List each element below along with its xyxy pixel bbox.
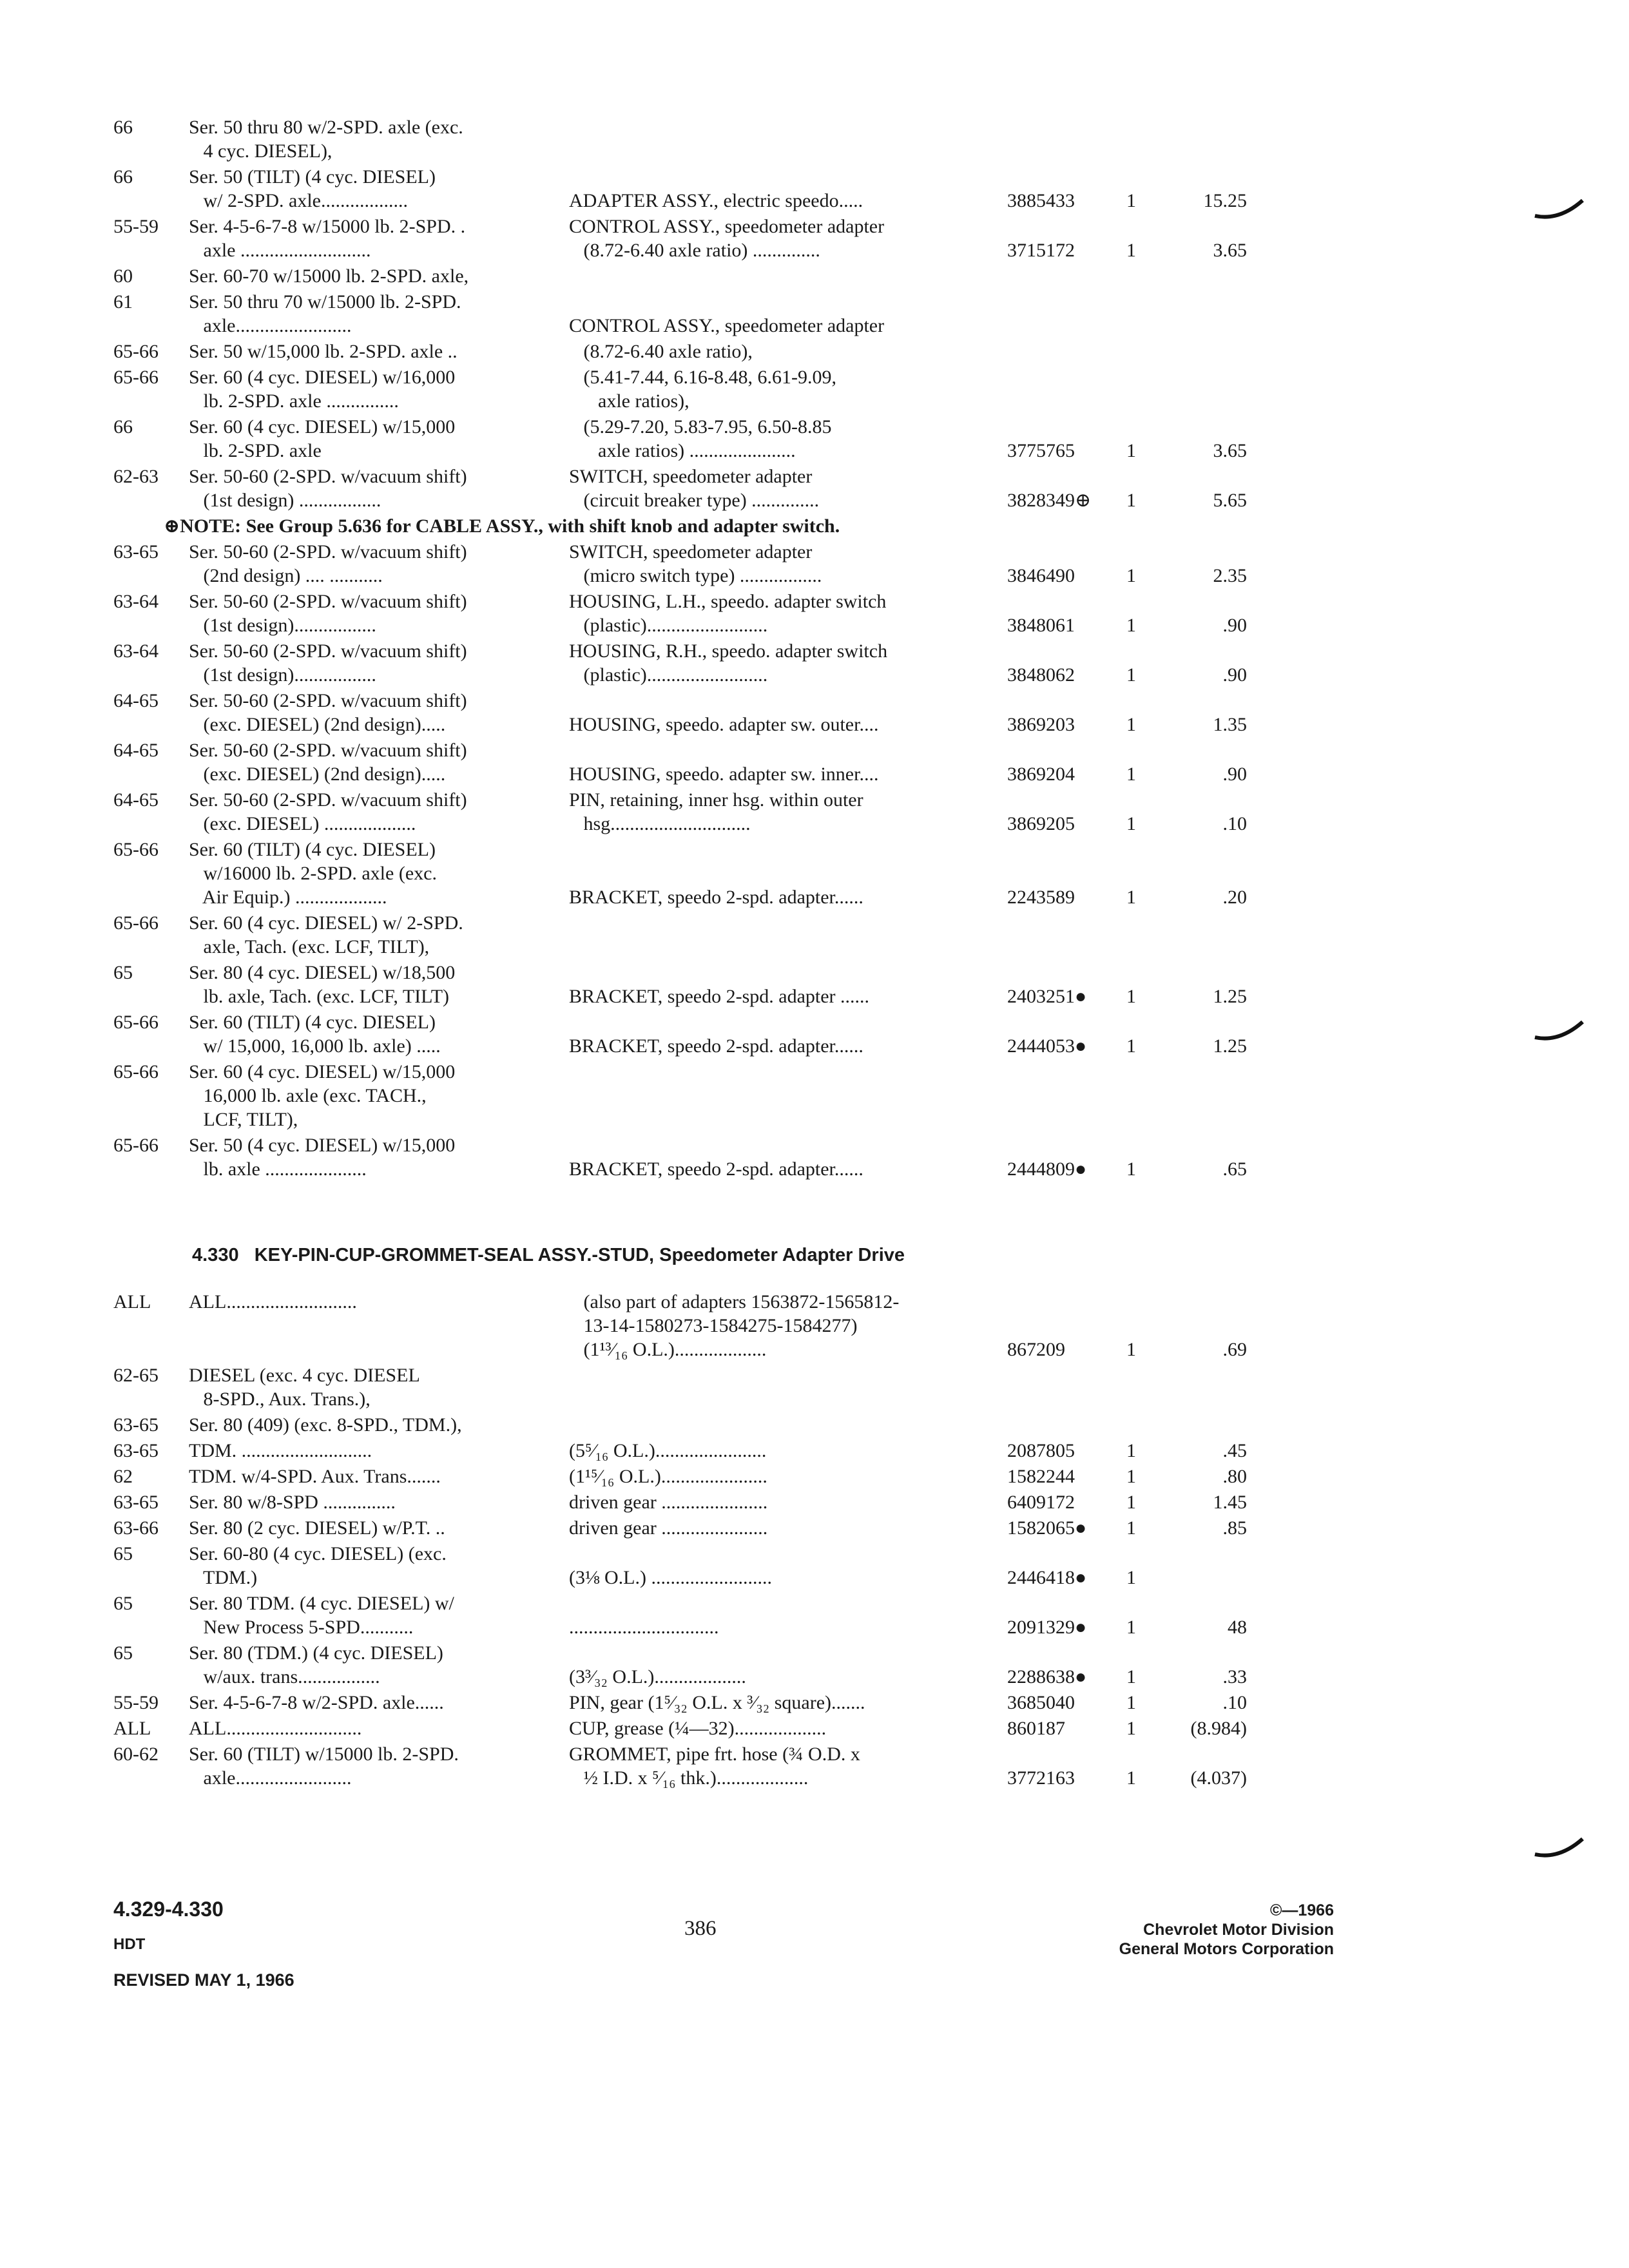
model-years: 65-66 bbox=[113, 1061, 159, 1082]
model-years: 66 bbox=[113, 416, 133, 437]
application-text: Ser. 50-60 (2-SPD. w/vacuum shift) bbox=[189, 541, 467, 562]
application-text: TDM.) bbox=[189, 1567, 258, 1588]
part-number: 3848061 bbox=[1007, 615, 1075, 636]
model-years: 65-66 bbox=[113, 1135, 159, 1156]
application-text: Ser. 60-70 w/15000 lb. 2-SPD. axle, bbox=[189, 265, 469, 287]
model-years: 65-66 bbox=[113, 912, 159, 934]
model-years: 62-65 bbox=[113, 1365, 159, 1386]
model-years: 63-65 bbox=[113, 541, 159, 562]
application-text: TDM. w/4-SPD. Aux. Trans....... bbox=[189, 1466, 441, 1487]
price-value: 5.65 bbox=[1213, 490, 1247, 511]
application-text: Ser. 60 (4 cyc. DIESEL) w/ 2-SPD. bbox=[189, 912, 463, 934]
application-text: axle........................ bbox=[189, 1767, 352, 1789]
part-number: 3848062 bbox=[1007, 664, 1075, 686]
part-description: PIN, gear (1⁵⁄₃₂ O.L. x ³⁄₃₂ square)....... bbox=[569, 1692, 865, 1713]
application-text: Air Equip.) ................... bbox=[189, 887, 387, 908]
price-value: 1.25 bbox=[1213, 986, 1247, 1007]
price-value: .90 bbox=[1222, 764, 1247, 785]
price-value: 15.25 bbox=[1203, 190, 1247, 211]
part-description: SWITCH, speedometer adapter bbox=[569, 466, 813, 487]
part-description: hsg............................. bbox=[569, 813, 751, 834]
part-description: 13-14-1580273-1584275-1584277) bbox=[569, 1315, 858, 1336]
application-text: Ser. 80 (2 cyc. DIESEL) w/P.T. .. bbox=[189, 1517, 445, 1539]
application-text: Ser. 60 (4 cyc. DIESEL) w/16,000 bbox=[189, 367, 456, 388]
part-number: 2446418● bbox=[1007, 1567, 1087, 1588]
quantity: 1 bbox=[1126, 1466, 1136, 1487]
part-number: 2444053● bbox=[1007, 1035, 1087, 1057]
application-text: 16,000 lb. axle (exc. TACH., bbox=[189, 1085, 427, 1106]
part-description: GROMMET, pipe frt. hose (¾ O.D. x bbox=[569, 1744, 860, 1765]
application-text: DIESEL (exc. 4 cyc. DIESEL bbox=[189, 1365, 420, 1386]
corporation-name: General Motors Corporation bbox=[1119, 1940, 1334, 1958]
price-value: .10 bbox=[1222, 1692, 1247, 1713]
application-text: ALL............................ bbox=[189, 1718, 362, 1739]
application-text: 8-SPD., Aux. Trans.), bbox=[189, 1389, 371, 1410]
catalog-code: HDT bbox=[113, 1936, 146, 1953]
model-years: 65 bbox=[113, 1593, 133, 1614]
model-years: 66 bbox=[113, 117, 133, 138]
part-description: ADAPTER ASSY., electric speedo..... bbox=[569, 190, 863, 211]
quantity: 1 bbox=[1126, 1440, 1136, 1461]
application-text: Ser. 80 TDM. (4 cyc. DIESEL) w/ bbox=[189, 1593, 454, 1614]
part-description: (5⁵⁄₁₆ O.L.)....................... bbox=[569, 1440, 767, 1461]
part-description: (circuit breaker type) .............. bbox=[569, 490, 820, 511]
part-number: 3715172 bbox=[1007, 240, 1075, 261]
application-text: Ser. 80 (TDM.) (4 cyc. DIESEL) bbox=[189, 1642, 443, 1664]
part-number: 2444809● bbox=[1007, 1158, 1087, 1180]
part-description: (3⅛ O.L.) ......................... bbox=[569, 1567, 772, 1588]
part-number: 867209 bbox=[1007, 1339, 1065, 1360]
price-value: (8.984) bbox=[1190, 1718, 1247, 1739]
part-description: (5.41-7.44, 6.16-8.48, 6.61-9.09, bbox=[569, 367, 836, 388]
part-description: (8.72-6.40 axle ratio) .............. bbox=[569, 240, 820, 261]
part-description: HOUSING, R.H., speedo. adapter switch bbox=[569, 640, 888, 662]
division-name: Chevrolet Motor Division bbox=[1143, 1921, 1334, 1939]
application-text: ALL........................... bbox=[189, 1291, 357, 1312]
application-text: Ser. 50 (TILT) (4 cyc. DIESEL) bbox=[189, 166, 436, 187]
application-text: Ser. 60 (TILT) w/15000 lb. 2-SPD. bbox=[189, 1744, 459, 1765]
quantity: 1 bbox=[1126, 190, 1136, 211]
application-text: TDM. ........................... bbox=[189, 1440, 372, 1461]
application-text: axle........................ bbox=[189, 315, 352, 336]
price-value: 3.65 bbox=[1213, 240, 1247, 261]
quantity: 1 bbox=[1126, 440, 1136, 461]
application-text: Ser. 60 (TILT) (4 cyc. DIESEL) bbox=[189, 839, 436, 860]
model-years: 63-64 bbox=[113, 640, 159, 662]
quantity: 1 bbox=[1126, 615, 1136, 636]
application-text: (exc. DIESEL) ................... bbox=[189, 813, 416, 834]
application-text: Ser. 80 (409) (exc. 8-SPD., TDM.), bbox=[189, 1414, 462, 1436]
part-description: (1¹⁵⁄₁₆ O.L.)...................... bbox=[569, 1466, 767, 1487]
model-years: 65-66 bbox=[113, 839, 159, 860]
application-text: (1st design)................. bbox=[189, 615, 376, 636]
application-text: lb. axle ..................... bbox=[189, 1158, 367, 1180]
quantity: 1 bbox=[1126, 1035, 1136, 1057]
part-description: CUP, grease (¼—32)................... bbox=[569, 1718, 827, 1739]
part-description: axle ratios) ...................... bbox=[569, 440, 796, 461]
part-description: BRACKET, speedo 2-spd. adapter ...... bbox=[569, 986, 870, 1007]
application-text: Ser. 50 thru 80 w/2-SPD. axle (exc. bbox=[189, 117, 463, 138]
model-years: ALL bbox=[113, 1291, 151, 1312]
model-years: 55-59 bbox=[113, 216, 159, 237]
application-text: Ser. 80 w/8-SPD ............... bbox=[189, 1492, 396, 1513]
application-text: Ser. 50-60 (2-SPD. w/vacuum shift) bbox=[189, 789, 467, 811]
part-description: driven gear ...................... bbox=[569, 1517, 768, 1539]
model-years: 64-65 bbox=[113, 740, 159, 761]
part-number: 3869204 bbox=[1007, 764, 1075, 785]
part-number: 2403251● bbox=[1007, 986, 1087, 1007]
model-years: 64-65 bbox=[113, 789, 159, 811]
model-years: 65-66 bbox=[113, 341, 159, 362]
part-description: (5.29-7.20, 5.83-7.95, 6.50-8.85 bbox=[569, 416, 832, 437]
price-value: .69 bbox=[1222, 1339, 1247, 1360]
price-value: 1.25 bbox=[1213, 1035, 1247, 1057]
model-years: 61 bbox=[113, 291, 133, 312]
quantity: 1 bbox=[1126, 887, 1136, 908]
application-text: Ser. 50 thru 70 w/15000 lb. 2-SPD. bbox=[189, 291, 461, 312]
part-number: 2091329● bbox=[1007, 1617, 1087, 1638]
application-text: Ser. 50-60 (2-SPD. w/vacuum shift) bbox=[189, 740, 467, 761]
model-years: 64-65 bbox=[113, 690, 159, 711]
part-description: HOUSING, speedo. adapter sw. outer.... bbox=[569, 714, 879, 735]
quantity: 1 bbox=[1126, 565, 1136, 586]
model-years: 65 bbox=[113, 1642, 133, 1664]
quantity: 1 bbox=[1126, 1692, 1136, 1713]
model-years: 55-59 bbox=[113, 1692, 159, 1713]
price-value: .90 bbox=[1222, 615, 1247, 636]
price-value: (4.037) bbox=[1190, 1767, 1247, 1789]
part-description: ½ I.D. x ⁵⁄₁₆ thk.)................... bbox=[569, 1767, 809, 1789]
part-number: 860187 bbox=[1007, 1718, 1065, 1739]
quantity: 1 bbox=[1126, 1767, 1136, 1789]
price-value: 1.45 bbox=[1213, 1492, 1247, 1513]
model-years: 66 bbox=[113, 166, 133, 187]
application-text: (1st design)................. bbox=[189, 664, 376, 686]
application-text: axle, Tach. (exc. LCF, TILT), bbox=[189, 936, 430, 957]
section-range: 4.329-4.330 bbox=[113, 1898, 224, 1921]
application-text: Ser. 50-60 (2-SPD. w/vacuum shift) bbox=[189, 640, 467, 662]
copyright: ©—1966 bbox=[1269, 1901, 1334, 1919]
part-description: (plastic)......................... bbox=[569, 615, 768, 636]
revised-date: REVISED MAY 1, 1966 bbox=[113, 1970, 294, 1990]
model-years: 62 bbox=[113, 1466, 133, 1487]
footnote: ⊕NOTE: See Group 5.636 for CABLE ASSY., with shift knob and adapter switch. bbox=[164, 515, 840, 537]
application-text: Ser. 4-5-6-7-8 w/15000 lb. 2-SPD. . bbox=[189, 216, 466, 237]
quantity: 1 bbox=[1126, 1517, 1136, 1539]
price-value: .20 bbox=[1222, 887, 1247, 908]
model-years: 65 bbox=[113, 1543, 133, 1564]
application-text: Ser. 60 (4 cyc. DIESEL) w/15,000 bbox=[189, 1061, 456, 1082]
part-description: CONTROL ASSY., speedometer adapter bbox=[569, 315, 885, 336]
application-text: Ser. 50-60 (2-SPD. w/vacuum shift) bbox=[189, 690, 467, 711]
part-number: 6409172 bbox=[1007, 1492, 1075, 1513]
part-description: (8.72-6.40 axle ratio), bbox=[569, 341, 753, 362]
application-text: Ser. 50 (4 cyc. DIESEL) w/15,000 bbox=[189, 1135, 456, 1156]
application-text: (1st design) ................. bbox=[189, 490, 381, 511]
application-text: lb. 2-SPD. axle ............... bbox=[189, 390, 399, 412]
quantity: 1 bbox=[1126, 490, 1136, 511]
quantity: 1 bbox=[1126, 1158, 1136, 1180]
part-number: 3775765 bbox=[1007, 440, 1075, 461]
quantity: 1 bbox=[1126, 1567, 1136, 1588]
application-text: lb. 2-SPD. axle bbox=[189, 440, 322, 461]
application-text: 4 cyc. DIESEL), bbox=[189, 140, 333, 162]
application-text: w/ 2-SPD. axle.................. bbox=[189, 190, 408, 211]
quantity: 1 bbox=[1126, 986, 1136, 1007]
part-description: driven gear ...................... bbox=[569, 1492, 768, 1513]
application-text: New Process 5-SPD........... bbox=[189, 1617, 414, 1638]
quantity: 1 bbox=[1126, 813, 1136, 834]
part-description: HOUSING, speedo. adapter sw. inner.... bbox=[569, 764, 879, 785]
quantity: 1 bbox=[1126, 764, 1136, 785]
price-value: .33 bbox=[1222, 1666, 1247, 1687]
part-number: 3885433 bbox=[1007, 190, 1075, 211]
part-description: (also part of adapters 1563872-1565812- bbox=[569, 1291, 900, 1312]
page-number: 386 bbox=[684, 1917, 717, 1940]
part-description: axle ratios), bbox=[569, 390, 689, 412]
model-years: 65-66 bbox=[113, 1012, 159, 1033]
part-description: (plastic)......................... bbox=[569, 664, 768, 686]
part-description: (micro switch type) ................. bbox=[569, 565, 822, 586]
scan-binding-mark bbox=[1534, 197, 1585, 222]
application-text: Ser. 60 (TILT) (4 cyc. DIESEL) bbox=[189, 1012, 436, 1033]
price-value: .65 bbox=[1222, 1158, 1247, 1180]
part-description: HOUSING, L.H., speedo. adapter switch bbox=[569, 591, 887, 612]
application-text: Ser. 80 (4 cyc. DIESEL) w/18,500 bbox=[189, 962, 456, 983]
part-number: 3772163 bbox=[1007, 1767, 1075, 1789]
quantity: 1 bbox=[1126, 240, 1136, 261]
part-number: 2288638● bbox=[1007, 1666, 1087, 1687]
application-text: w/ 15,000, 16,000 lb. axle) ..... bbox=[189, 1035, 441, 1057]
part-description: BRACKET, speedo 2-spd. adapter...... bbox=[569, 1035, 863, 1057]
part-number: 1582244 bbox=[1007, 1466, 1075, 1487]
application-text: Ser. 50-60 (2-SPD. w/vacuum shift) bbox=[189, 466, 467, 487]
part-description: (1¹³⁄₁₆ O.L.)................... bbox=[569, 1339, 767, 1360]
part-number: 3828349⊕ bbox=[1007, 490, 1092, 511]
model-years: 63-65 bbox=[113, 1414, 159, 1436]
part-description: PIN, retaining, inner hsg. within outer bbox=[569, 789, 863, 811]
model-years: ALL bbox=[113, 1718, 151, 1739]
price-value: 3.65 bbox=[1213, 440, 1247, 461]
application-text: w/16000 lb. 2-SPD. axle (exc. bbox=[189, 863, 437, 884]
application-text: w/aux. trans................. bbox=[189, 1666, 380, 1687]
part-number: 1582065● bbox=[1007, 1517, 1087, 1539]
application-text: Ser. 60 (4 cyc. DIESEL) w/15,000 bbox=[189, 416, 456, 437]
part-number: 3869203 bbox=[1007, 714, 1075, 735]
section-title: 4.330 KEY-PIN-CUP-GROMMET-SEAL ASSY.-STUD, Speedometer Adapter Drive bbox=[192, 1245, 905, 1265]
model-years: 60 bbox=[113, 265, 133, 287]
application-text: LCF, TILT), bbox=[189, 1109, 298, 1130]
part-number: 3685040 bbox=[1007, 1692, 1075, 1713]
part-number: 3846490 bbox=[1007, 565, 1075, 586]
price-value: .10 bbox=[1222, 813, 1247, 834]
model-years: 60-62 bbox=[113, 1744, 159, 1765]
model-years: 65-66 bbox=[113, 367, 159, 388]
quantity: 1 bbox=[1126, 1492, 1136, 1513]
model-years: 63-66 bbox=[113, 1517, 159, 1539]
application-text: Ser. 60-80 (4 cyc. DIESEL) (exc. bbox=[189, 1543, 447, 1564]
model-years: 63-64 bbox=[113, 591, 159, 612]
application-text: Ser. 4-5-6-7-8 w/2-SPD. axle...... bbox=[189, 1692, 444, 1713]
application-text: lb. axle, Tach. (exc. LCF, TILT) bbox=[189, 986, 450, 1007]
application-text: (exc. DIESEL) (2nd design)..... bbox=[189, 714, 446, 735]
price-value: 48 bbox=[1228, 1617, 1247, 1638]
application-text: (exc. DIESEL) (2nd design)..... bbox=[189, 764, 446, 785]
price-value: .85 bbox=[1222, 1517, 1247, 1539]
price-value: .45 bbox=[1222, 1440, 1247, 1461]
quantity: 1 bbox=[1126, 1617, 1136, 1638]
part-number: 2087805 bbox=[1007, 1440, 1075, 1461]
part-description: BRACKET, speedo 2-spd. adapter...... bbox=[569, 887, 863, 908]
quantity: 1 bbox=[1126, 1718, 1136, 1739]
model-years: 63-65 bbox=[113, 1492, 159, 1513]
part-number: 3869205 bbox=[1007, 813, 1075, 834]
part-description: ............................... bbox=[569, 1617, 719, 1638]
part-number: 2243589 bbox=[1007, 887, 1075, 908]
model-years: 63-65 bbox=[113, 1440, 159, 1461]
scan-binding-mark bbox=[1534, 1018, 1585, 1044]
part-description: CONTROL ASSY., speedometer adapter bbox=[569, 216, 885, 237]
quantity: 1 bbox=[1126, 714, 1136, 735]
scan-binding-mark bbox=[1534, 1835, 1585, 1861]
quantity: 1 bbox=[1126, 664, 1136, 686]
application-text: axle ........................... bbox=[189, 240, 371, 261]
part-description: SWITCH, speedometer adapter bbox=[569, 541, 813, 562]
price-value: .90 bbox=[1222, 664, 1247, 686]
application-text: Ser. 50-60 (2-SPD. w/vacuum shift) bbox=[189, 591, 467, 612]
application-text: Ser. 50 w/15,000 lb. 2-SPD. axle .. bbox=[189, 341, 458, 362]
price-value: .80 bbox=[1222, 1466, 1247, 1487]
price-value: 1.35 bbox=[1213, 714, 1247, 735]
quantity: 1 bbox=[1126, 1666, 1136, 1687]
application-text: (2nd design) .... ........... bbox=[189, 565, 383, 586]
model-years: 65 bbox=[113, 962, 133, 983]
price-value: 2.35 bbox=[1213, 565, 1247, 586]
model-years: 62-63 bbox=[113, 466, 159, 487]
quantity: 1 bbox=[1126, 1339, 1136, 1360]
part-description: (3³⁄₃₂ O.L.)................... bbox=[569, 1666, 746, 1687]
part-description: BRACKET, speedo 2-spd. adapter...... bbox=[569, 1158, 863, 1180]
